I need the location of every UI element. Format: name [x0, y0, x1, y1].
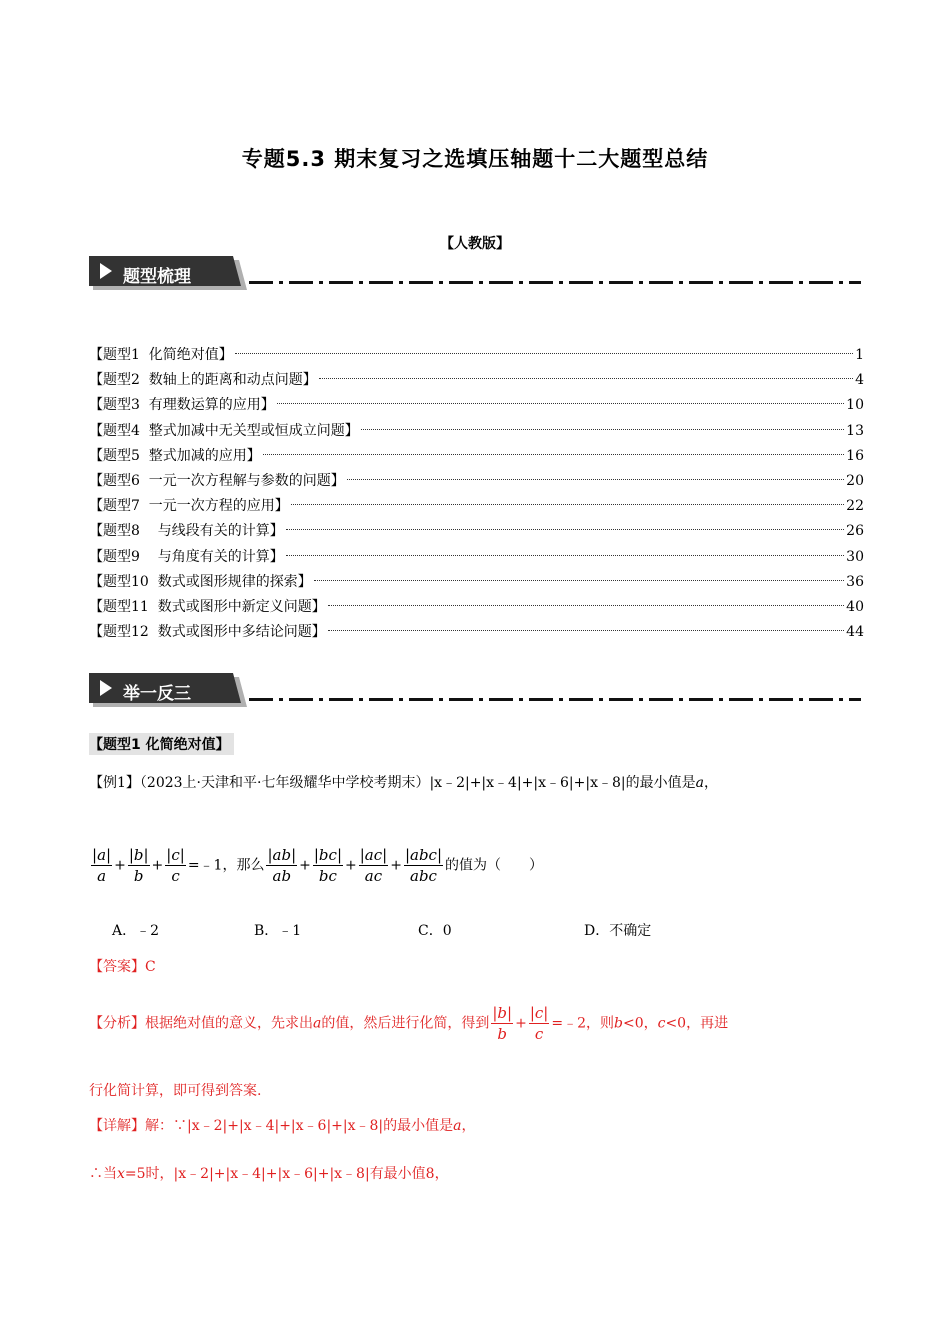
toc-page-number: 30: [846, 548, 864, 565]
toc-entry-label: 【题型11 数式或图形中新定义问题】: [89, 598, 326, 615]
toc-entry-label: 【题型1 化简绝对值】: [89, 347, 233, 363]
option-c[interactable]: [418, 920, 452, 940]
toc-leader: [263, 454, 844, 455]
toc-page-number: 40: [846, 598, 864, 615]
dash-divider: [249, 698, 861, 701]
option-text: 0: [442, 923, 452, 939]
fraction: $\frac{|b|}{b}$: [128, 846, 149, 885]
condition-equation: $\frac{|a|}{a}$ + $\frac{|b|}{b}$ + $\frac{|c|}{c}$ =﹣1，那么 $\frac{|ab|}{ab}$ + $\frac{|bc|}{bc}$ + $\frac{|ac|}{ac}$ + $\frac{\text{|abc|}}{\text{abc}}$ 的值为（ ）: [92, 846, 544, 885]
toc-page-number: 44: [846, 624, 864, 641]
toc-entry[interactable]: [89, 368, 864, 393]
toc-leader: [328, 605, 844, 606]
edition-label: 【人教版】: [440, 236, 510, 252]
toc-leader: [347, 479, 844, 480]
example-label: 【例1】: [89, 775, 140, 791]
analysis-text: 的值，然后进行化简，得到: [321, 1015, 490, 1032]
toc-entry-label: 【题型7 一元一次方程的应用】: [89, 498, 289, 515]
toc-entry[interactable]: [89, 620, 864, 645]
toc-entry[interactable]: [89, 419, 864, 444]
detail-text: =5时，: [124, 1166, 174, 1182]
toc-leader: [291, 504, 844, 505]
detail-line: [89, 1115, 476, 1135]
toc-entry[interactable]: [89, 469, 864, 494]
toc-entry[interactable]: [89, 494, 864, 519]
abs-expression: |x﹣2|+|x﹣4|+|x﹣6|+|x﹣8|: [429, 775, 626, 791]
toc-page-number: 10: [846, 397, 864, 414]
banner-label: 题型梳理: [123, 267, 191, 287]
toc-page-number: 13: [846, 422, 864, 439]
toc-entry-label: 【题型2 数轴上的距离和动点问题】: [89, 372, 317, 389]
option-a[interactable]: [112, 920, 159, 940]
detail-text: 有最小值8，: [369, 1166, 449, 1182]
fraction: $\frac{|ab|}{ab}$: [267, 846, 297, 885]
toc-leader: [328, 630, 844, 631]
toc-entry-label: 【题型9 与角度有关的计算】: [89, 548, 284, 565]
option-text: ﹣1: [278, 923, 302, 939]
abs-expression: |x﹣2|+|x﹣4|+|x﹣6|+|x﹣8|: [187, 1118, 384, 1134]
toc-entry-label: 【题型3 有理数运算的应用】: [89, 397, 275, 414]
variable-a: a: [695, 775, 704, 791]
toc-entry[interactable]: [89, 343, 864, 368]
fraction: $\frac{|c|}{c}$: [166, 846, 185, 885]
toc-leader: [286, 555, 844, 556]
fraction: $\frac{|bc|}{bc}$: [313, 846, 342, 885]
toc-entry[interactable]: [89, 545, 864, 570]
toc-entry-label: 【题型4 整式加减中无关型或恒成立问题】: [89, 422, 359, 439]
option-text: ﹣2: [136, 923, 160, 939]
variable-a: a: [313, 1015, 322, 1032]
toc-entry[interactable]: [89, 444, 864, 469]
toc-entry-label: 【题型5 整式加减的应用】: [89, 447, 261, 464]
detail-step: [89, 1163, 449, 1183]
toc-leader: [235, 353, 853, 354]
analysis-line-2: 行化简计算，即可得到答案.: [89, 1083, 262, 1099]
variable-c: c: [657, 1015, 666, 1032]
option-text: 不确定: [609, 923, 652, 939]
detail-text: 的最小值是: [383, 1118, 454, 1134]
section-banner-overview: [89, 256, 861, 290]
analysis-text: 根据绝对值的意义，先求出: [145, 1015, 313, 1032]
answer-value: C: [145, 959, 156, 975]
detail-text: ∴当: [89, 1166, 117, 1182]
toc-page-number: 26: [846, 523, 864, 540]
toc-page-number: 1: [855, 347, 864, 363]
toc-page-number: 4: [855, 372, 864, 389]
toc-entry[interactable]: [89, 519, 864, 544]
variable-b: b: [614, 1015, 623, 1032]
punctuation: ，: [461, 1118, 476, 1134]
example-tail: 的最小值是: [625, 775, 696, 791]
toc-entry-label: 【题型8 与线段有关的计算】: [89, 523, 284, 540]
punctuation: ，: [703, 775, 718, 791]
variable-a: a: [453, 1118, 462, 1134]
detail-label: 【详解】: [89, 1118, 145, 1134]
example-statement: [89, 772, 718, 792]
page-title: 专题5.3 期末复习之选填压轴题十二大题型总结: [241, 147, 709, 171]
answer-label: 【答案】: [89, 959, 145, 975]
toc-entry-label: 【题型10 数式或图形规律的探索】: [89, 573, 312, 590]
question-tail: 的值为（ ）: [445, 857, 544, 874]
toc-leader: [314, 580, 844, 581]
banner-label: 举一反三: [123, 684, 191, 704]
answer-line: [89, 956, 156, 976]
abs-expression: |x﹣2|+|x﹣4|+|x﹣6|+|x﹣8|: [173, 1166, 370, 1182]
option-letter: C．: [418, 923, 443, 939]
variable-x: x: [117, 1166, 125, 1182]
toc-page-number: 22: [846, 498, 864, 515]
fraction: $\frac{\text{|abc|}}{\text{abc}}$: [404, 846, 443, 885]
detail-text: 解：∵: [145, 1118, 187, 1134]
fraction: $\frac{|a|}{a}$: [92, 846, 112, 885]
fraction: $\frac{|c|}{c}$: [529, 1004, 549, 1043]
toc-leader: [277, 403, 844, 404]
dash-divider: [249, 281, 861, 284]
toc-page-number: 16: [846, 447, 864, 464]
toc-leader: [286, 529, 844, 530]
toc-page-number: 20: [846, 472, 864, 489]
toc-entry[interactable]: [89, 393, 864, 418]
analysis-text: <0，: [622, 1015, 658, 1032]
option-d[interactable]: [584, 920, 651, 940]
analysis-line-1: 【分析】根据绝对值的意义，先求出a的值，然后进行化简，得到 $\frac{|b|}{b}$ + $\frac{|c|}{c}$ =﹣2，则b<0，c<0，再进: [89, 1004, 729, 1043]
analysis-label: 【分析】: [89, 1015, 145, 1032]
example-source: （2023上·天津和平·七年级耀华中学校考期末）: [139, 775, 430, 791]
toc-page-number: 36: [846, 573, 864, 590]
analysis-text: <0，再进: [665, 1015, 729, 1032]
toc-leader: [319, 378, 853, 379]
option-b[interactable]: [254, 920, 301, 940]
toc-entry[interactable]: [89, 595, 864, 620]
toc-entry[interactable]: [89, 570, 864, 595]
toc-leader: [361, 429, 844, 430]
toc-entry-label: 【题型6 一元一次方程解与参数的问题】: [89, 472, 345, 489]
condition-equals: =﹣1，那么: [187, 857, 265, 874]
toc-entry-label: 【题型12 数式或图形中多结论问题】: [89, 624, 326, 641]
section-heading: 【题型1 化简绝对值】: [89, 733, 234, 755]
option-letter: A．: [112, 923, 137, 939]
option-letter: B．: [254, 923, 279, 939]
section-banner-examples: [89, 673, 861, 707]
fraction: $\frac{|b|}{b}$: [492, 1004, 513, 1043]
analysis-text: =﹣2，则: [551, 1015, 614, 1032]
option-letter: D．: [584, 923, 610, 939]
fraction: $\frac{|ac|}{ac}$: [359, 846, 388, 885]
table-of-contents: [89, 343, 864, 645]
